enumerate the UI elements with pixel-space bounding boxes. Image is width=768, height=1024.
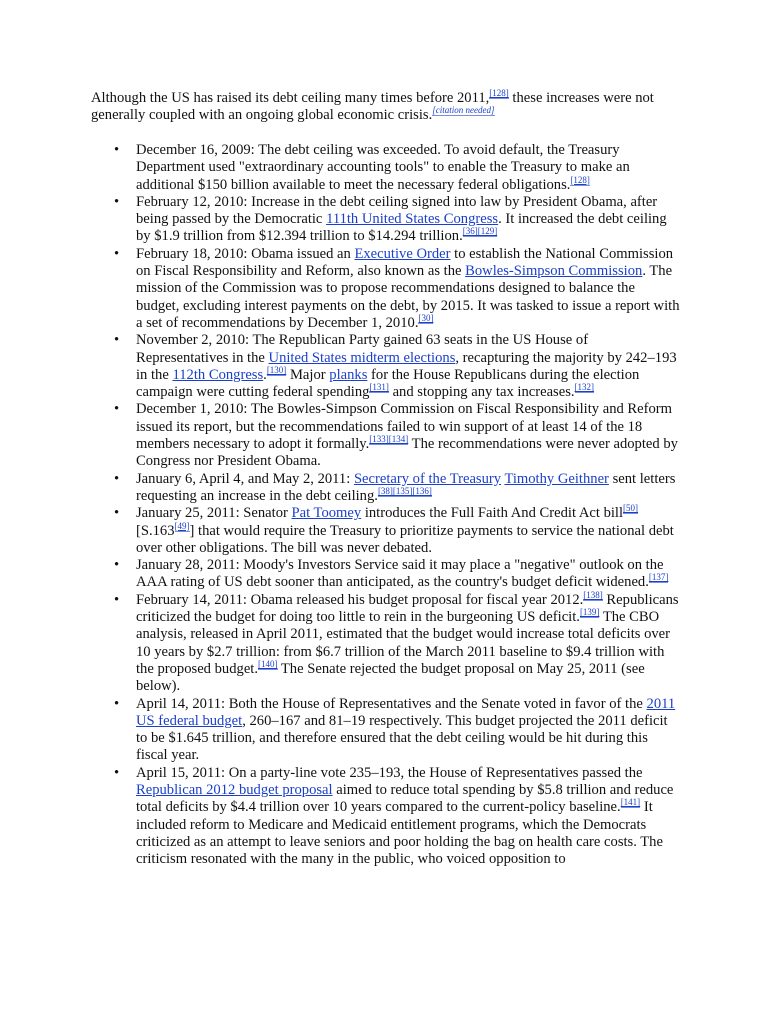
list-item <box>114 470 681 506</box>
item-text: February 18, 2010: Obama issued an <box>136 245 355 262</box>
link-112th-congress[interactable]: 112th Congress <box>172 366 264 383</box>
citation-link[interactable]: [128] <box>570 174 590 185</box>
item-text: . The mission of the Commission was to propose recommendations designed to balance the budget, excluding interest payments on the debt, by 2015. It was tasked to issue a report with a set of recommendations by December 1, 2010. <box>136 263 680 331</box>
citation-link[interactable]: [130] <box>266 364 287 375</box>
intro-text: these increases were not generally coupled with an ongoing global economic crisis. <box>91 90 654 124</box>
bullet-icon: • <box>114 557 120 574</box>
link-2011-us-federal-budget[interactable]: 2011 US federal budget <box>136 695 676 729</box>
item-text: ] that would require the Treasury to prioritize payments to service the national debt over other obligations. The bill was never debated. <box>136 522 674 556</box>
citation-link[interactable]: [138] <box>583 589 603 600</box>
intro-text: Although the US has raised its debt ceiling many times before 2011, <box>91 90 490 106</box>
item-text: , recapturing the majority by 242–193 in the <box>136 349 677 383</box>
timeline-list <box>114 142 681 868</box>
item-text: April 15, 2011: On a party-line vote 235–193, the House of Representatives passed the <box>136 764 643 781</box>
item-text: April 14, 2011: Both the House of Representatives and the Senate voted in favor of the <box>136 695 647 712</box>
citation-link[interactable]: [30] <box>418 312 434 323</box>
bullet-icon: • <box>114 764 120 781</box>
link-republican-2012-budget-proposal[interactable]: Republican 2012 budget proposal <box>136 781 333 798</box>
citation-link[interactable]: [137] <box>648 572 669 583</box>
item-text: Republicans criticized the budget for doing too little to rein in the burgeoning US deficit. <box>136 591 679 626</box>
list-item <box>114 503 681 557</box>
citation-link[interactable]: [131] <box>369 382 389 393</box>
citation-needed-link[interactable]: [citation needed] <box>432 105 495 116</box>
item-text: January 25, 2011: Senator <box>136 505 292 522</box>
item-text: The CBO analysis, released in April 2011, estimated that the budget would increase total deficits over 10 years by $2.7 trillion: from $6.7 trillion of the March 2011 baseline to $9.4 trillion with the proposed budget. <box>136 609 671 677</box>
item-text: aimed to reduce total spending by $5.8 trillion and reduce total deficits by $4.4 trillion over 10 years compared to the current-policy baseline. <box>136 781 674 816</box>
link-111th-congress[interactable]: 111th United States Congress <box>326 211 499 228</box>
list-item <box>114 245 681 332</box>
bullet-icon: • <box>114 332 120 349</box>
citation-link[interactable]: [36][129] <box>462 226 498 237</box>
item-text: The Senate rejected the budget proposal on May 25, 2011 (see below). <box>136 660 645 695</box>
item-text: January 28, 2011: Moody's Investors Service said it may place a "negative" outlook on the AAA rating of US debt sooner than anticipated, as the country's budget deficit widened. <box>136 557 664 591</box>
item-text: , 260–167 and 81–19 respectively. This budget projected the 2011 deficit to be $1.645 trillion, and therefore ensured that the debt ceiling would be hit during this fiscal year. <box>136 712 668 764</box>
list-item <box>114 193 681 246</box>
bullet-icon: • <box>114 142 120 158</box>
item-text: Major <box>286 366 330 383</box>
bullet-icon: • <box>114 591 120 608</box>
link-pat-toomey[interactable]: Pat Toomey <box>291 505 362 522</box>
bullet-icon: • <box>114 401 120 418</box>
item-text: sent letters requesting an increase in the debt ceiling. <box>136 470 676 504</box>
list-item <box>114 332 681 401</box>
bullet-icon: • <box>114 193 120 210</box>
link-executive-order[interactable]: Executive Order <box>354 245 451 262</box>
item-text: January 6, April 4, and May 2, 2011: <box>136 470 354 487</box>
link-bowles-simpson-commission[interactable]: Bowles-Simpson Commission <box>465 263 643 280</box>
item-text: and stopping any tax increases. <box>388 384 575 401</box>
citation-link[interactable]: [140] <box>258 658 278 669</box>
item-text: November 2, 2010: The Republican Party gained 63 seats in the US House of Representatives in the <box>136 332 589 366</box>
link-secretary-of-the-treasury[interactable]: Secretary of the Treasury <box>353 470 502 487</box>
link-midterm-elections[interactable]: United States midterm elections <box>268 349 456 366</box>
link-planks[interactable]: planks <box>329 366 368 383</box>
citation-link[interactable]: [38][135][136] <box>377 485 432 496</box>
citation-link[interactable]: [49] <box>174 520 190 531</box>
citation-link[interactable]: [139] <box>579 607 600 618</box>
citation-link[interactable]: [128] <box>489 88 509 98</box>
bullet-icon: • <box>114 245 120 262</box>
bullet-icon: • <box>114 695 120 712</box>
intro-paragraph <box>91 90 691 125</box>
bullet-icon: • <box>114 505 120 522</box>
item-text: for the House Republicans during the election campaign were cutting federal spending <box>136 366 640 401</box>
list-item <box>114 557 681 592</box>
list-item <box>114 401 681 470</box>
item-text: February 14, 2011: Obama released his budget proposal for fiscal year 2012. <box>136 591 584 608</box>
citation-link[interactable]: [50] <box>623 503 639 514</box>
item-text: . <box>263 366 267 383</box>
item-text: introduces the Full Faith And Credit Act bill <box>361 505 624 522</box>
bullet-icon: • <box>114 470 120 487</box>
item-text: [S.163 <box>136 522 175 539</box>
item-text: December 1, 2010: The Bowles-Simpson Commission on Fiscal Responsibility and Reform issued its report, but the recommendations failed to win support of at least 14 of the 18 members necessary to adopt it formally. <box>136 401 673 453</box>
citation[interactable] <box>489 88 509 99</box>
list-item <box>114 695 681 765</box>
list-item <box>114 142 681 194</box>
list-item <box>114 589 681 696</box>
item-text: December 16, 2009: The debt ceiling was exceeded. To avoid default, the Treasury Department used "extraordinary accounting tools" to enable the Treasury to make an additional $150 billion available to meet the necessary federal obligations. <box>136 142 630 193</box>
citation-needed[interactable] <box>432 105 494 116</box>
citation-link[interactable]: [141] <box>620 797 641 808</box>
item-text: to establish the National Commission on Fiscal Responsibility and Reform, also known as the <box>136 245 674 280</box>
list-item <box>114 764 681 869</box>
item-text: The recommendations were never adopted by Congress nor President Obama. <box>136 436 678 470</box>
item-text: It included reform to Medicare and Medicaid entitlement programs, which the Democrats criticized as an attempt to leave seniors and poor holding the bag on health care costs. The criticism resonated with the many in the public, who voiced opposition to <box>136 799 663 868</box>
citation-link[interactable]: [132] <box>574 382 595 393</box>
link-timothy-geithner[interactable]: Timothy Geithner <box>504 470 609 487</box>
citation-link[interactable]: [133][134] <box>369 434 409 445</box>
item-text: . It increased the debt ceiling by $1.9 trillion from $12.394 trillion to $14.294 trillion. <box>136 211 667 245</box>
item-text: February 12, 2010: Increase in the debt ceiling signed into law by President Obama, after being passed by the Democratic <box>136 193 658 228</box>
